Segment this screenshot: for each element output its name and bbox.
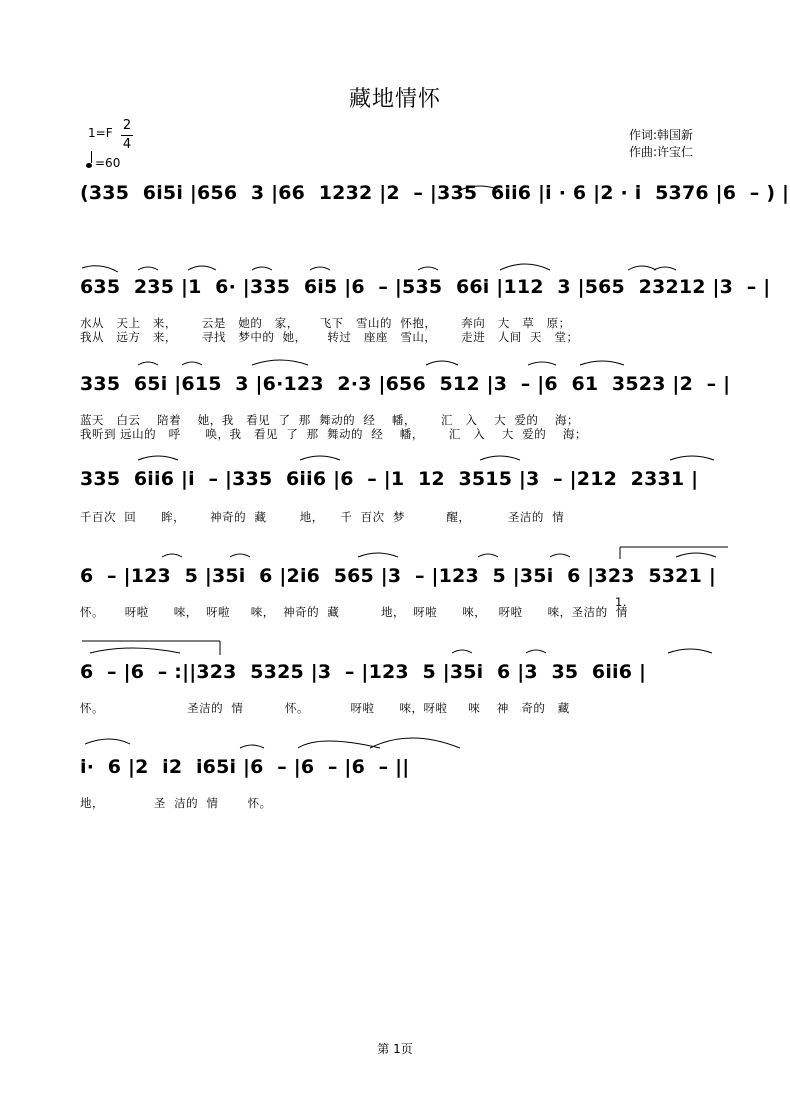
- staff-notes: 6 – |123 5 |35i 6 |2i6 565 |3 – |123 5 |35i 6 |323 5321 |: [80, 565, 716, 587]
- composer: 作曲:许宝仁: [629, 145, 694, 159]
- slur-icon: [80, 369, 730, 409]
- tempo-marking: [86, 155, 120, 170]
- time-signature-bottom: 4: [122, 137, 132, 152]
- time-signature: [121, 118, 133, 153]
- lyric-line-1: 蓝天 白云 陪着 她，我 看见 了 那 舞动的 经 幡， 汇 入 大 爱的 海；: [80, 413, 579, 427]
- staff-notes: 335 65i |615 3 |6·123 2·3 |656 512 |3 – |6 61 3523 |2 – |: [80, 373, 731, 395]
- quarter-note-icon: [86, 163, 92, 168]
- note-stem-icon: [91, 151, 92, 163]
- lyric-line-1: 地， 圣 洁的 情 怀。: [80, 796, 272, 810]
- credits: [629, 127, 693, 161]
- page-number: 第 1页: [377, 1042, 413, 1056]
- lyric-line-2: 我听到 远山的 呼 唤，我 看见 了 那 舞动的 经 幡， 汇 入 大 爱的 海；: [80, 427, 587, 441]
- lyric-line-2: 我从 远方 来， 寻找 梦中的 她， 转过 座座 雪山， 走进 人间 天 堂；: [80, 330, 579, 344]
- time-signature-top: 2: [122, 118, 132, 133]
- staff-notes: 335 6ii6 |i – |335 6ii6 |6 – |1 12 3515 |3 – |212 2331 |: [80, 468, 699, 490]
- time-signature-bar: [121, 135, 133, 136]
- lyric-line-1: 千百次 回 眸， 神奇的 藏 地， 千 百次 梦 醒， 圣洁的 情: [80, 510, 565, 524]
- lyric-line-1: 怀。 呀啦 唻， 呀啦 唻， 神奇的 藏 地， 呀啦 唻， 呀啦 唻，圣洁的 情: [80, 605, 628, 619]
- volta-label: 1.: [615, 595, 627, 609]
- song-title: 藏地情怀: [348, 87, 441, 112]
- slur-icon: [80, 752, 730, 792]
- slur-icon: [80, 178, 790, 218]
- slur-icon: [80, 657, 730, 697]
- lyric-line-1: 怀。 圣洁的 情 怀。 呀啦 唻，呀啦 唻 神 奇的 藏: [80, 701, 570, 715]
- staff-notes: 6 – |6 – :||323 5325 |3 – |123 5 |35i 6 |3 35 6ii6 |: [80, 661, 647, 683]
- slur-icon: [80, 464, 730, 504]
- staff-notes: 635 235 |1 6· |335 6i5 |6 – |535 66i |112 3 |565 23212 |3 – |: [80, 276, 771, 298]
- staff-notes: (335 6i5i |656 3 |66 1232 |2 – |335 6ii6 |i · 6 |2 · i 5376 |6 – ) |: [80, 182, 790, 204]
- lyric-line-1: 水从 天上 来， 云是 她的 家， 飞下 雪山的 怀抱， 奔向 大 草 原；: [80, 316, 571, 330]
- tempo-value: =60: [95, 156, 121, 170]
- slur-icon: [80, 272, 771, 312]
- lyricist: 作词:韩国新: [629, 128, 694, 142]
- staff-notes: i· 6 |2 i2 i65i |6 – |6 – |6 – ||: [80, 756, 410, 778]
- key-signature: 1=F: [88, 126, 113, 140]
